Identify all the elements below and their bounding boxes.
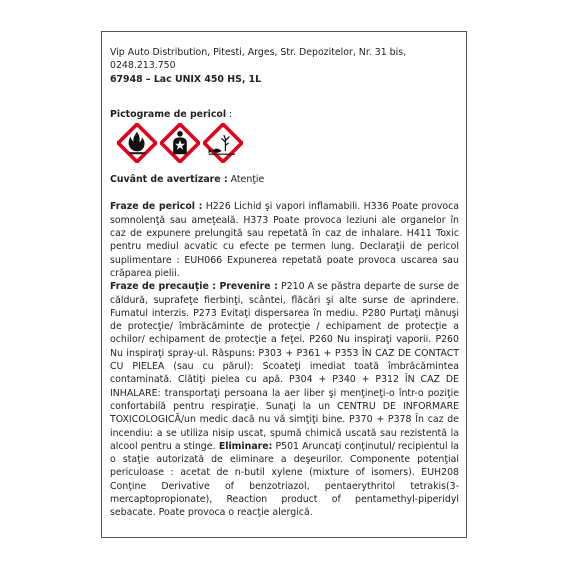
health-hazard-icon [160, 123, 200, 163]
signal-word-value: Atenţie [227, 174, 265, 186]
pictogram-row [117, 123, 459, 163]
pictograms-title-suffix: : [226, 108, 233, 120]
hazard-statements [110, 200, 459, 280]
disposal-text: P501 Aruncaţi conţinutul/ recipientul la o staţie autorizată de eliminare a deşeurilor. Componente potenţial periculoase : acetat de n-butil xylene (mixture of isomers). EUH208 Conţine Derivative of benzotriazol, pentaerythritol tetrakis(3- mercaptopropionate), Reaction product of pentamethyl-piperidyl sebacate. Poate provoca o reacţie alergică. [110, 440, 460, 519]
company-info: Vip Auto Distribution, Pitesti, Arges, Str. Depozitelor, Nr. 31 bis, 0248.213.750 [110, 47, 407, 72]
hazard-title: Fraze de pericol : [110, 201, 203, 213]
disposal-title: Eliminare: [215, 440, 273, 452]
flame-icon [117, 123, 157, 163]
precaution-text: P210 A se păstra departe de surse de căldură, suprafeţe fierbinţi, scântei, flăcări şi alte surse de aprindere. Fumatul interzis. P273 Evitaţi dispersarea în mediu. P280 Purtaţi mănuşi de protecţie/ îmbrăcăminte de protecţie / echipament de protecţie a ochilor/ echipament de protecţie a feţei. P260 Nu inspiraţi vaporii. P260 Nu inspiraţi spray-ul. Răspuns: P303 + P361 + P353 ÎN CAZ DE CONTACT CU PIELEA (sau cu părul): Scoateţi imediat toată îmbrăcămintea contaminată. Clătiţi pielea cu apă. P304 + P340 + P312 ÎN CAZ DE INHALARE: transportaţi persoana la aer liber şi menţineţi-o într-o poziţie confortabilă pentru respiraţie. Sunaţi la un CENTRU DE INFORMARE TOXICOLOGICĂ/un medic dacă nu vă simţiţi bine. P370 + P378 În caz de incendiu: a se utiliza nisip uscat, spumă chimică uscată sau rezistentă la alcool pentru a stinge. [110, 281, 460, 452]
signal-word [110, 173, 459, 186]
label-frame [101, 31, 467, 538]
pictograms-heading [110, 108, 459, 121]
environment-icon [203, 123, 243, 163]
pictograms-title: Pictograme de pericol [110, 108, 227, 120]
precaution-title: Fraze de precauţie : Prevenire : [110, 281, 278, 293]
precautionary-statements [110, 280, 459, 519]
product-title: 67948 – Lac UNIX 450 HS, 1L [110, 73, 262, 85]
hazard-text: H226 Lichid şi vapori inflamabili. H336 Poate provoca somnolenţă sau ameţeală. H373 Poate provoca leziuni ale organelor în caz de expunere prelungită sau repetată în caz de inhalare. H411 Toxic pentru mediul acvatic cu efecte pe termen lung. Declaraţii de pericol suplimentare : EUH066 Expunerea repetată poate provoca uscarea sau crăparea pielii. [110, 201, 460, 279]
signal-word-title: Cuvânt de avertizare : [110, 174, 228, 186]
